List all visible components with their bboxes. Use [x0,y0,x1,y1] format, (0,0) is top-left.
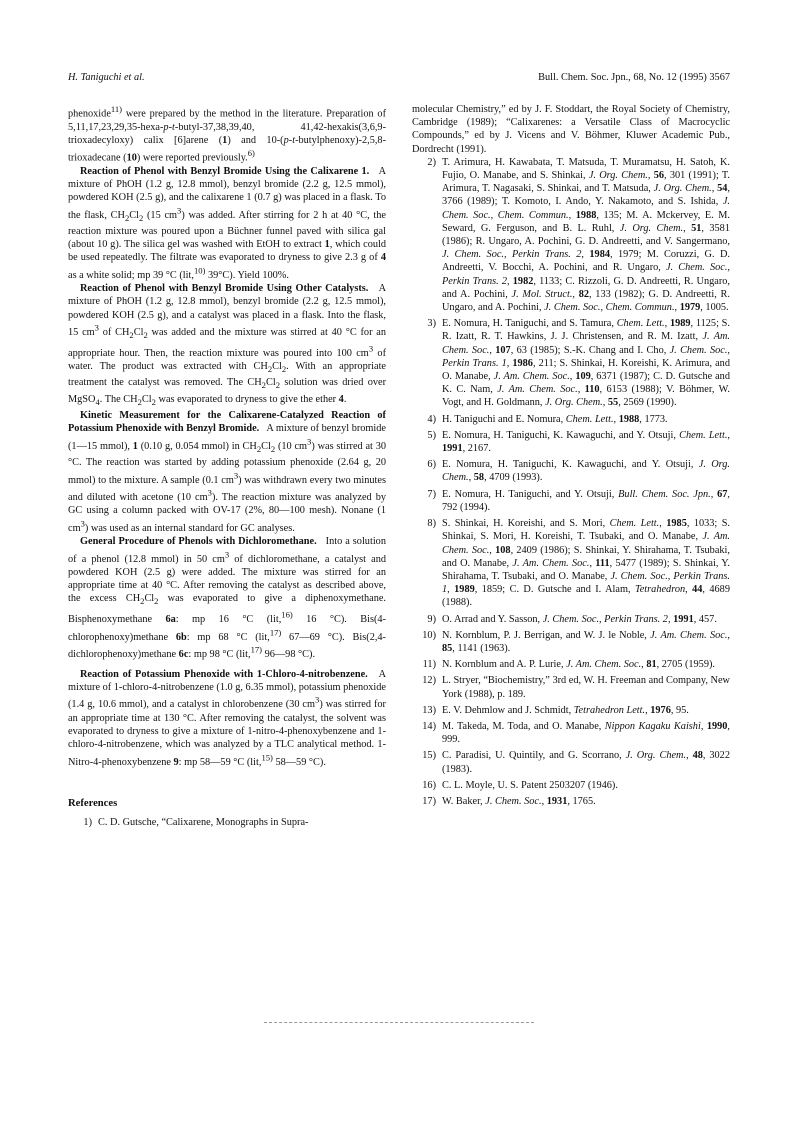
reference-text: C. L. Moyle, U. S. Patent 2503207 (1946). [442,779,618,791]
reference-item [412,488,730,514]
section-title: Reaction of Phenol with Benzyl Bromide Using Other Catalysts. [80,283,369,295]
reference-number: 4) [427,413,436,425]
reference-1-continued: molecular Chemistry,” ed by J. F. Stoddart, the Royal Society of Chemistry, Cambridge (1989); “Calixarenes: a Versatile Class of Macrocyclic Compounds,” ed by J. Vicens and V. Böhmer, Kluwer Academic Pub., Dordrecht (1991). [412,104,730,155]
section-chloronitrobenzene [68,668,386,769]
section-title: Reaction of Potassium Phenoxide with 1-Chloro-4-nitrobenzene. [80,668,368,680]
reference-number: 2) [427,156,436,168]
reference-item [412,317,730,409]
reference-item [412,720,730,746]
reference-number: 6) [427,459,436,471]
reference-text: N. Kornblum, P. J. Berrigan, and W. J. le Noble, J. Am. Chem. Soc., 85, 1141 (1963). [442,629,730,654]
section-title: Kinetic Measurement for the Calixarene-Catalyzed Reaction of Potassium Phenoxide with Benzyl Bromide. [68,409,386,435]
reference-number: 7) [427,488,436,500]
references-heading: References [68,797,118,809]
reference-number: 14) [422,720,436,732]
reference-item [412,429,730,455]
footer-divider [264,1022,534,1024]
reference-text: C. Paradisi, U. Quintily, and G. Scorrano, J. Org. Chem., 48, 3022 (1983). [442,750,730,775]
reference-item [412,629,730,655]
experimental-sections [68,165,386,769]
reference-item [412,658,730,671]
reference-number: 12) [422,675,436,687]
reference-item: 1) C. D. Gutsche, “Calixarene, Monographs in Supra- [68,816,386,829]
reference-number: 15) [422,750,436,762]
section-title: Reaction of Phenol with Benzyl Bromide Using the Calixarene 1. [80,165,370,177]
reference-text: T. Arimura, H. Kawabata, T. Matsuda, T. Muramatsu, H. Satoh, K. Fujio, O. Manabe, and S. Shinkai, J. Org. Chem., 56, 301 (1991); T. Arimura, T. Nagasaki, S. Shinkai, and T. Matsuda, J. Org. Chem., 54, 3766 (1989); T. Komoto, I. Ando, Y. Nakamoto, and S. Ishida, J. Chem. Soc., Chem. Commun., 1988, 135; M. A. Mckervey, E. M. Seward, G. Ferguson, and B. L. Ruhl, J. Org. Chem., 51, 3581 (1986); R. Ungaro, A. Pochini, G. D. Andreetti, and V. Sangermano, J. Chem. Soc., Perkin Trans. 2, 1984, 1979; M. Coruzzi, G. D. Andreetti, V. Bocchi, A. Pochini, and R. Ungaro, J. Chem. Soc., Perkin Trans. 2, 1982, 1133; C. Rizzoli, G. D. Andreetti, R. Ungaro, and A. Pochini, J. Mol. Struct., 82, 133 (1982); G. D. Andreetti, R. Ungaro, and A. Pochini, J. Chem. Soc., Chem. Commun., 1979, 1005. [442,156,731,314]
reference-number: 5) [427,429,436,441]
reference-item [412,704,730,717]
reference-text: O. Arrad and Y. Sasson, J. Chem. Soc., Perkin Trans. 2, 1991, 457. [442,613,717,625]
reference-item [412,795,730,808]
reference-text: N. Kornblum and A. P. Lurie, J. Am. Chem. Soc., 81, 2705 (1959). [442,659,715,671]
reference-text: E. Nomura, H. Taniguchi, and S. Tamura, Chem. Lett., 1989, 1125; S. R. Izatt, R. T. Hawkins, J. J. Christensen, and R. M. Izatt, J. Am. Chem. Soc., 107, 63 (1985); S.-K. Chang and I. Cho, J. Chem. Soc., Perkin Trans. 1, 1986, 211; S. Shinkai, H. Koreishi, K. Arimura, and O. Manabe, J. Am. Chem. Soc., 109, 6371 (1987); C. D. Gutsche and K. C. Nam, J. Am. Chem. Soc., 110, 6153 (1988); V. Böhmer, W. Vogt, and H. Goldmann, J. Org. Chem., 55, 2569 (1990). [442,318,730,409]
header-authors: H. Taniguchi et al. [68,72,145,83]
reference-list [412,156,730,808]
section-body: A mixture of PhOH (1.2 g, 12.8 mmol), benzyl bromide (2.2 g, 12.5 mmol), powdered KOH (2.5 g), and a catalyst was placed in a flask. Into the flask, 15 $cm^3$ of $CH_2Cl_2$ was added and the mixture was stirred at 40 °C for an appropriate hour. Then, the reaction mixture was poured into 100 $cm^3$ of water. The product was extracted with $CH_2Cl_2$. With an appropriate treatment the catalyst was removed. The $CH_2Cl_2$ solution was dried over MgSO$_4$. The $CH_2Cl_2$ was evaporated to dryness to give the ether 4. [68,283,387,407]
reference-text: E. V. Dehmlow and J. Schmidt, Tetrahedron Lett., 1976, 95. [442,704,689,716]
reference-item [412,156,730,314]
reference-text: E. Nomura, H. Taniguchi, K. Kawaguchi, and Y. Otsuji, J. Org. Chem., 58, 4709 (1993). [442,459,730,484]
section-dichloromethane [68,535,386,661]
reference-text: S. Shinkai, H. Koreishi, and S. Mori, Chem. Lett., 1985, 1033; S. Shinkai, S. Mori, H. Koreishi, T. Tsubaki, and O. Manabe, J. Am. Chem. Soc., 108, 2409 (1986); S. Shinkai, Y. Shirahama, T. Tsubaki, and O. Manabe, J. Am. Chem. Soc., 111, 5477 (1989); S. Shinkai, Y. Shirahama, T. Tsubaki, and O. Manabe, J. Chem. Soc., Perkin Trans. 1, 1989, 1859; C. D. Gutsche and I. Alam, Tetrahedron, 44, 4689 (1988). [442,518,731,609]
right-column [412,103,730,808]
reference-text: L. Stryer, “Biochemistry,” 3rd ed, W. H. Freeman and Company, New York (1988), p. 189. [442,675,730,700]
reference-item [412,613,730,626]
reference-item [412,674,730,700]
reference-item [412,458,730,484]
section-benzyl-bromide-calixarene [68,165,386,283]
reference-number: 17) [422,795,436,807]
section-body: Into a solution of a phenol (12.8 mmol) in 50 $cm^3$ of dichloromethane, a catalyst and powdered KOH (2.5 g) were added. The mixture was stirred for an appropriate time at 40 °C. After removing the catalyst as described above, the excess $CH_2Cl_2$ was evaporated to give a diphenoxymethane. Bisphenoxymethane 6a: mp 16 °C (lit,$^{16)}$ 16 °C). Bis(4-chlorophenoxy)methane 6b: mp 68 °C (lit,$^{17)}$ 67—69 °C). Bis(2,4-dichlorophenoxy)methane 6c: mp 98 °C (lit,$^{17)}$ 96—98 °C). [68,536,387,661]
reference-item [412,517,730,609]
left-column [68,103,386,829]
section-kinetic-measurement [68,409,386,535]
reference-number: 8) [427,518,436,530]
reference-text: C. D. Gutsche, “Calixarene, Monographs in Supra- [98,817,309,829]
reference-number: 10) [422,629,436,641]
reference-item [412,413,730,426]
reference-number: 3) [427,318,436,330]
reference-text: M. Takeda, M. Toda, and O. Manabe, Nippon Kagaku Kaishi, 1990, 999. [442,720,730,746]
intro-paragraph: phenoxide$^{11)}$ were prepared by the method in the literature. Preparation of 5,11,17,23,29,35-hexa-p-t-butyl-37,38,39,40, 41,42-hexakis(3,6,9-trioxadecyloxy) calix [6]arene (1) and 10-(p-t-butylphenoxy)-2,5,8-trioxadecane (10) were reported previously.$^{6)}$ [68,104,386,164]
reference-item [412,749,730,775]
reference-number: 9) [427,613,436,625]
header-journal: Bull. Chem. Soc. Jpn., 68, No. 12 (1995) 3567 [538,72,730,83]
section-body: A mixture of benzyl bromide (1—15 mmol), 1 (0.10 g, 0.054 mmol) in $CH_2Cl_2$ (10 $cm^3$) was stirred at 30 °C. The reaction was started by adding potassium phenoxide (2.64 g, 20 mmol) to the mixture. A sample (0.1 $cm^3$) was withdrawn every two minutes and diluted with acetone (10 $cm^3$). The reaction mixture was analyzed by GC using a column packed with OV-17 (2%, 80—100 mesh). Nonane (1 $cm^3$) was used as an internal standard for GC analyses. [68,423,387,534]
section-title: General Procedure of Phenols with Dichloromethane. [80,536,317,548]
section-body: A mixture of 1-chloro-4-nitrobenzene (1.0 g, 6.35 mmol), potassium phenoxide (1.4 g, 10.6 mmol), and a catalyst in chlorobenzene (30 $cm^3$) was stirred for an appropriate time at 130 °C. After removing the catalyst, the solvent was evaporated to dryness to give a mixture of 1-nitro-4-phenoxybenzene and 1-chloro-4-nitrobenzene, which was analyzed by a TLC analytical method. 1-Nitro-4-phenoxybenzene 9: mp 58—59 °C (lit,$^{15)}$ 58—59 °C). [68,668,386,768]
reference-text: H. Taniguchi and E. Nomura, Chem. Lett., 1988, 1773. [442,413,668,425]
reference-number: 13) [422,704,436,716]
reference-number: 16) [422,779,436,791]
reference-number: 11) [422,659,436,671]
reference-text: E. Nomura, H. Taniguchi, K. Kawaguchi, and Y. Otsuji, Chem. Lett., 1991, 2167. [442,429,730,455]
reference-text: E. Nomura, H. Taniguchi, and Y. Otsuji, Bull. Chem. Soc. Jpn., 67, 792 (1994). [442,488,730,513]
reference-item [412,779,730,792]
section-body: A mixture of PhOH (1.2 g, 12.8 mmol), benzyl bromide (2.2 g, 12.5 mmol), powdered KOH (2.5 g), and the calixarene 1 (0.7 g) was placed in a flask. To the flask, $CH_2Cl_2$ (15 $cm^3$) was added. After stirring for 2 h at 40 °C, the reaction mixture was poured upon a Büchner funnel paved with silica gal (about 10 g). The silica gel was washed with EtOH to extract 1, which could be used repeatedly. The filtrate was evaporated to dryness to give 2.3 g of 4 as a white solid; mp 39 °C (lit,$^{10)}$ 39°C). Yield 100%. [68,165,386,281]
section-benzyl-bromide-other-catalysts [68,282,386,409]
reference-text: W. Baker, J. Chem. Soc., 1931, 1765. [442,795,596,807]
